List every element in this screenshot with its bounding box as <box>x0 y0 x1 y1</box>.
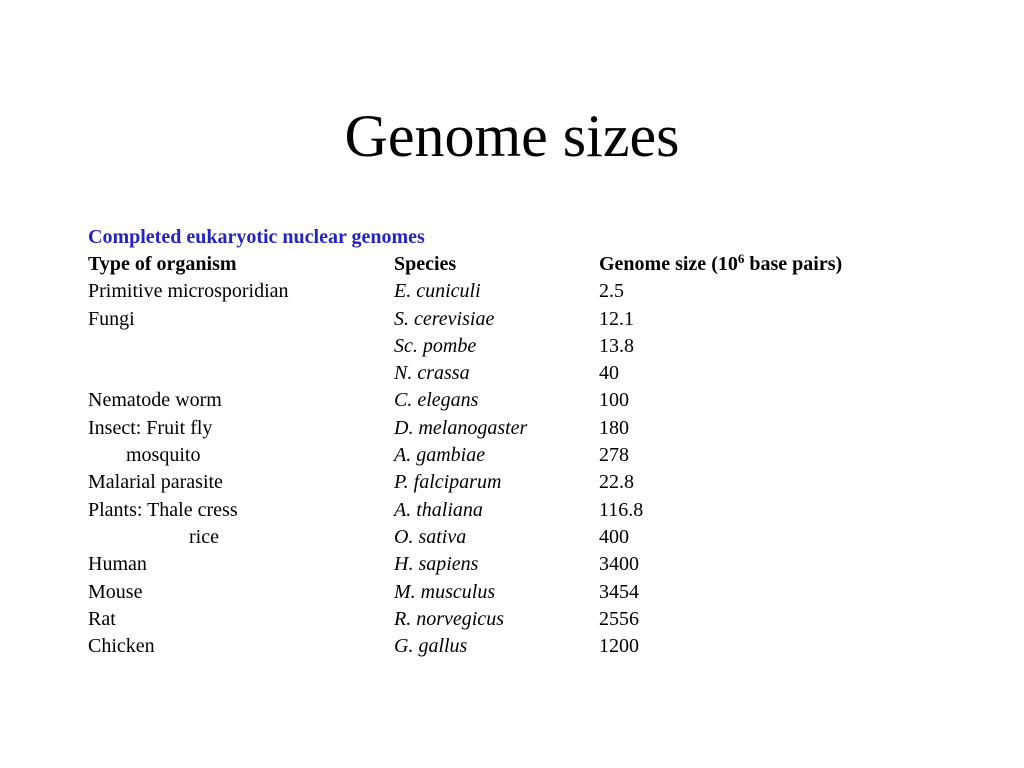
organism-cell: mosquito <box>126 444 201 467</box>
organism-cell: Fungi <box>88 307 135 330</box>
species-cell: P. falciparum <box>394 471 502 494</box>
species-cell: O. sativa <box>394 525 467 548</box>
genome-size-cell: 1200 <box>599 635 639 658</box>
genome-size-cell: 22.8 <box>599 471 634 494</box>
species-cell: G. gallus <box>394 635 468 658</box>
species-cell: D. melanogaster <box>394 416 528 439</box>
header-genome-size <box>599 251 842 278</box>
species-cell: M. musculus <box>394 580 496 603</box>
species-cell: N. crassa <box>394 362 470 385</box>
genome-size-cell: 3454 <box>599 580 639 603</box>
genome-size-cell: 40 <box>599 362 619 385</box>
slide-title: Genome sizes <box>344 103 680 169</box>
genome-size-cell: 100 <box>599 389 629 412</box>
header-organism: Type of organism <box>88 253 237 275</box>
species-cell: S. cerevisiae <box>394 307 495 330</box>
genome-size-cell: 400 <box>599 525 629 548</box>
species-cell: R. norvegicus <box>394 607 504 630</box>
species-cell: A. gambiae <box>394 444 486 467</box>
organism-cell: Chicken <box>88 635 155 658</box>
header-size-suffix: base pairs) <box>744 253 843 275</box>
organism-cell: Plants: Thale cress <box>88 498 238 521</box>
organism-cell: Primitive microsporidian <box>88 280 289 303</box>
genome-size-cell: 278 <box>599 444 629 467</box>
species-cell: H. sapiens <box>394 553 479 576</box>
organism-cell: Nematode worm <box>88 389 222 412</box>
table-caption: Completed eukaryotic nuclear genomes <box>88 226 425 248</box>
species-cell: E. cuniculi <box>394 280 481 303</box>
genome-size-cell: 2556 <box>599 607 639 630</box>
header-species: Species <box>394 253 457 275</box>
genome-size-cell: 2.5 <box>599 280 624 303</box>
species-cell: A. thaliana <box>394 498 483 521</box>
organism-cell: Rat <box>88 607 116 630</box>
organism-cell: Malarial parasite <box>88 471 223 494</box>
header-size-exponent: 6 <box>737 251 745 266</box>
organism-cell: Insect: Fruit fly <box>88 416 213 439</box>
genome-size-cell: 3400 <box>599 553 639 576</box>
header-size-prefix: Genome size (10 <box>599 253 738 275</box>
species-cell: Sc. pombe <box>394 334 477 357</box>
organism-cell: Human <box>88 553 147 576</box>
genome-size-cell: 12.1 <box>599 307 634 330</box>
species-cell: C. elegans <box>394 389 479 412</box>
genome-size-cell: 13.8 <box>599 334 634 357</box>
genome-size-cell: 116.8 <box>599 498 644 521</box>
genome-size-cell: 180 <box>599 416 629 439</box>
organism-cell: rice <box>189 525 219 548</box>
organism-cell: Mouse <box>88 580 143 603</box>
